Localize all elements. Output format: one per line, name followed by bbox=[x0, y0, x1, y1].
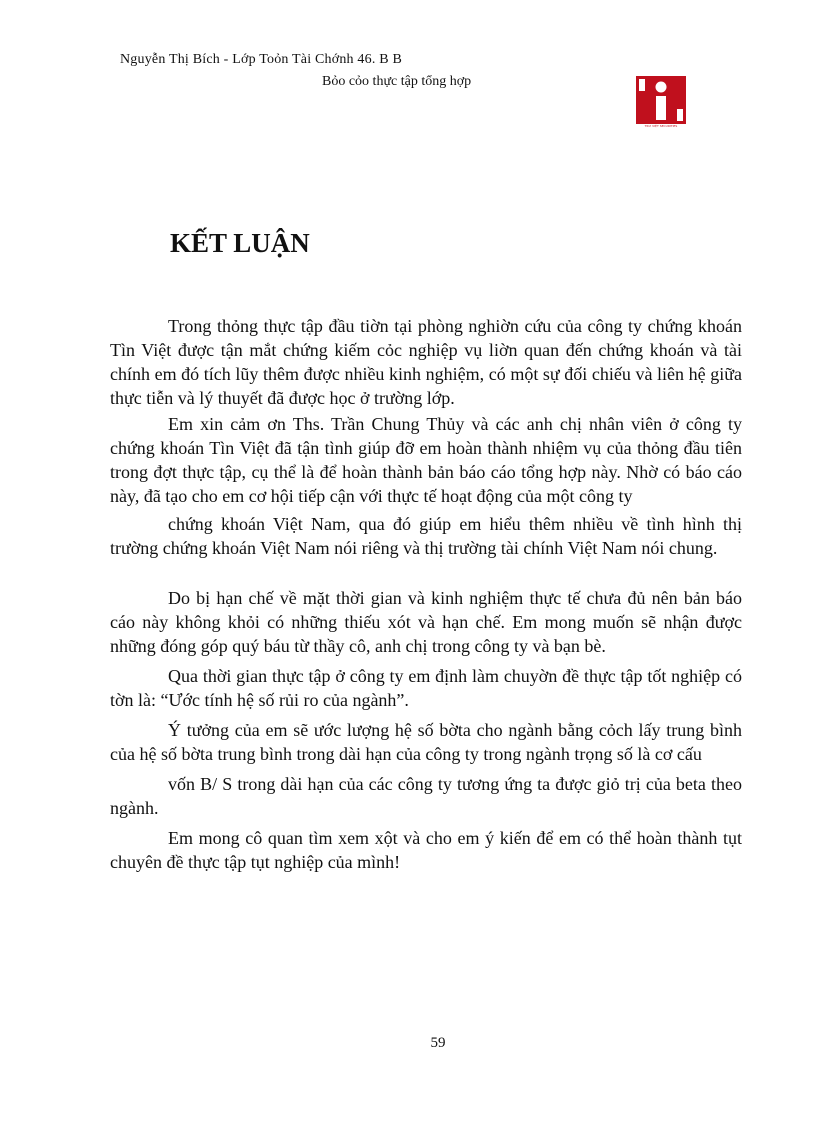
page-title: KẾT LUẬN bbox=[170, 228, 310, 258]
logo-caption: TRƯ VIỆT SECURITIES bbox=[644, 124, 678, 128]
paragraph-5: Qua thời gian thực tập ở công ty em định làm chuyờn đề thực tập tốt nghiệp có tờn là: “Ước tính hệ số rủi ro của ngành”. bbox=[110, 666, 742, 710]
header-author-class: Nguyễn Thị Bích - Lớp Toỏn Tài Chớnh 46. B B bbox=[120, 52, 403, 67]
paragraph-7: vốn B/ S trong dài hạn của các công ty tương ứng ta được giỏ trị của beta theo ngành. bbox=[110, 774, 742, 818]
header-report-title: Bỏo cỏo thực tập tổng hợp bbox=[322, 74, 472, 89]
paragraph-2: Em xin cảm ơn Ths. Trần Chung Thủy và các anh chị nhân viên ở công ty chứng khoán Tìn Việt đã tận tình giúp đỡ em hoàn thành nhiệm vụ của thỏng đầu tiên trong đợt thực tập, cụ thể là để hoàn thành bản báo cáo tổng hợp này. Nhờ có báo cáo này, đã tạo cho em cơ hội tiếp cận với thực tế hoạt động của một công ty bbox=[110, 414, 742, 506]
paragraph-3: chứng khoán Việt Nam, qua đó giúp em hiểu thêm nhiều về tình hình thị trường chứng khoán Việt Nam nói riêng và thị trường tài chính Việt Nam nói chung. bbox=[110, 514, 742, 558]
logo-i-icon bbox=[636, 76, 686, 124]
paragraph-1: Trong thỏng thực tập đầu tiờn tại phòng nghiờn cứu của công ty chứng khoán Tìn Việt được tận mắt chứng kiếm cỏc nghiệp vụ liờn quan đến chứng khoán và tài chính em đó tích lũy thêm được nhiều kinh nghiệm, có một sự đối chiếu và liên hệ giữa thực tiễn và lý thuyết đã được học ở trường lớp. bbox=[110, 316, 742, 408]
paragraph-6: Ý tưởng của em sẽ ước lượng hệ số bờta cho ngành bằng cỏch lấy trung bình của hệ số bờta trung bình trong dài hạn của công ty trong ngành trọng số là cơ cấu bbox=[110, 720, 742, 764]
page-number: 59 bbox=[430, 1035, 446, 1051]
company-logo bbox=[636, 76, 686, 130]
paragraph-8: Em mong cô quan tìm xem xột và cho em ý kiến để em có thể hoàn thành tụt chuyên đề thực tập tụt nghiệp của mình! bbox=[110, 828, 742, 872]
paragraph-4: Do bị hạn chế về mặt thời gian và kinh nghiệm thực tế chưa đủ nên bản báo cáo này không khỏi có những thiếu xót và hạn chế. Em mong muốn sẽ nhận được những đóng góp quý báu từ thầy cô, anh chị trong công ty và bạn bè. bbox=[110, 588, 742, 656]
